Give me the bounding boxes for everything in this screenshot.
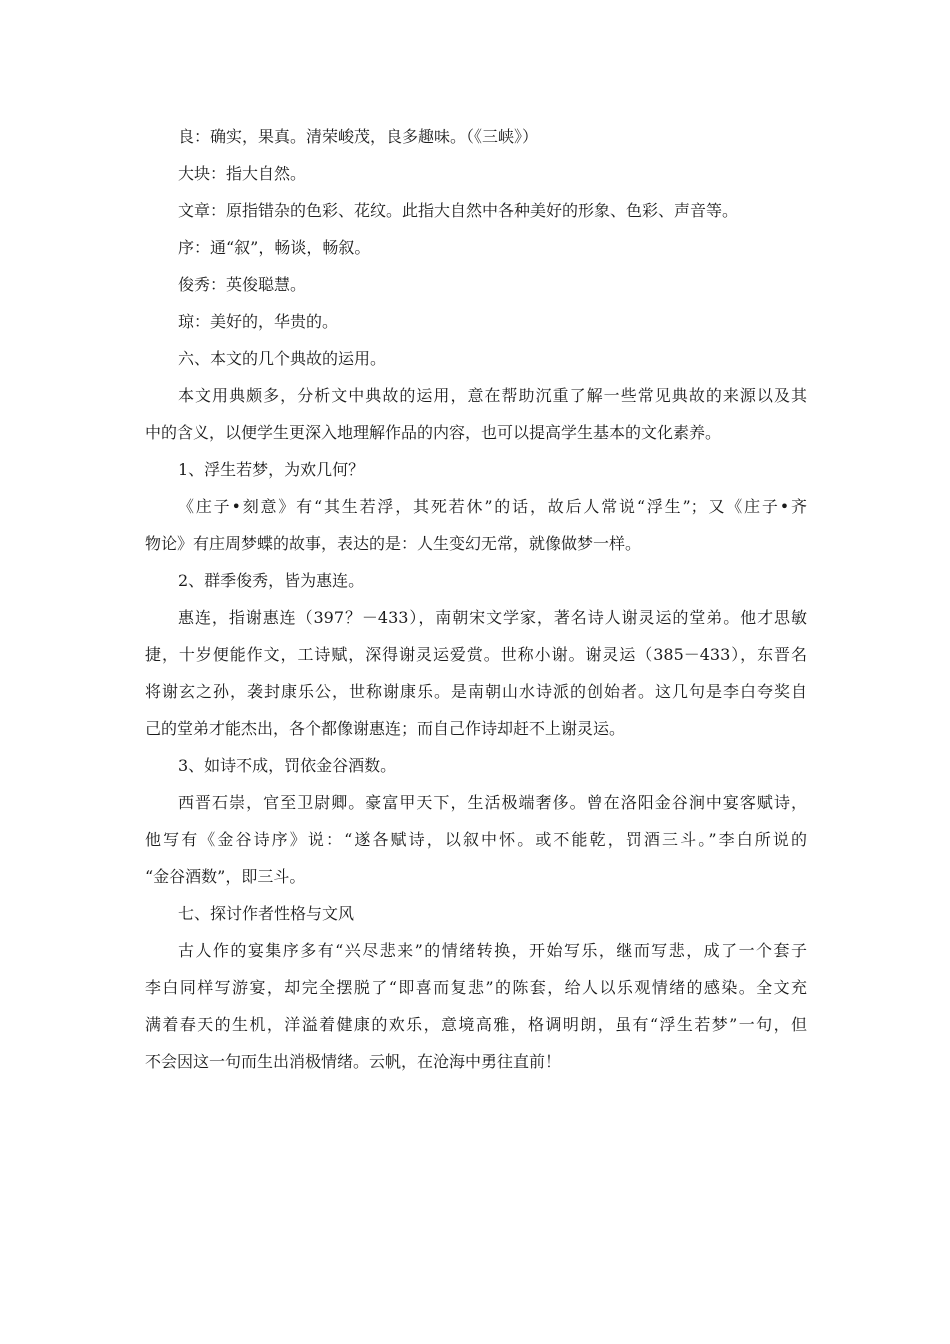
paragraph-line: 捷，十岁便能作文，工诗赋，深得谢灵运爱赏。世称小谢。谢灵运（385－433），东晋名	[145, 645, 807, 664]
subheading-allusion-3: 3、如诗不成，罚依金谷酒数。	[178, 756, 397, 775]
paragraph-line: 古人作的宴集序多有“兴尽悲来”的情绪转换，开始写乐，继而写悲，成了一个套子	[178, 941, 807, 960]
paragraph-line: 李白同样写游宴，却完全摆脱了“即喜而复悲”的陈套，给人以乐观情绪的感染。全文充	[145, 978, 807, 997]
paragraph-line: 物论》有庄周梦蝶的故事，表达的是：人生变幻无常，就像做梦一样。	[145, 534, 642, 553]
paragraph-line: 满着春天的生机，洋溢着健康的欢乐，意境高雅，格调明朗，虽有“浮生若梦”一句，但	[145, 1015, 807, 1034]
text-line-definition-junxiu: 俊秀：英俊聪慧。	[178, 275, 307, 294]
document-body	[145, 118, 807, 1080]
paragraph-line: 将谢玄之孙，袭封康乐公，世称谢康乐。是南朝山水诗派的创始者。这几句是李白夸奖自	[145, 682, 807, 701]
text-line-definition-wenzhang: 文章：原指错杂的色彩、花纹。此指大自然中各种美好的形象、色彩、声音等。	[178, 201, 739, 220]
paragraph-line: 不会因这一句而生出消极情绪。云帆，在沧海中勇往直前！	[145, 1052, 562, 1071]
text-line-definition-liang: 良：确实，果真。清荣峻茂，良多趣味。（《三峡》）	[178, 127, 539, 146]
subheading-allusion-1: 1、浮生若梦，为欢几何？	[178, 460, 365, 479]
section-heading-six: 六、本文的几个典故的运用。	[178, 349, 387, 368]
paragraph-line: “金谷酒数”，即三斗。	[145, 867, 306, 886]
text-line-definition-qiong: 琼：美好的，华贵的。	[178, 312, 339, 331]
paragraph-line: 己的堂弟才能杰出，各个都像谢惠连；而自己作诗却赶不上谢灵运。	[145, 719, 626, 738]
text-line-definition-dakuai: 大块：指大自然。	[178, 164, 307, 183]
text-line-definition-xu: 序：通“叙”，畅谈，畅叙。	[178, 238, 371, 257]
section-heading-seven: 七、探讨作者性格与文风	[178, 904, 355, 923]
paragraph-line: 西晋石崇，官至卫尉卿。豪富甲天下，生活极端奢侈。曾在洛阳金谷涧中宴客赋诗，	[178, 793, 807, 812]
paragraph-line: 中的含义，以便学生更深入地理解作品的内容，也可以提高学生基本的文化素养。	[145, 423, 722, 442]
paragraph-line: 惠连，指谢惠连（397？－433），南朝宋文学家，著名诗人谢灵运的堂弟。他才思敏	[178, 608, 807, 627]
paragraph-line: 他写有《金谷诗序》说：“遂各赋诗，以叙中怀。或不能乾，罚酒三斗。”李白所说的	[145, 830, 807, 849]
paragraph-line: 《庄子•刻意》有“其生若浮，其死若休”的话，故后人常说“浮生”；又《庄子•齐	[178, 497, 807, 516]
subheading-allusion-2: 2、群季俊秀，皆为惠连。	[178, 571, 365, 590]
paragraph-line: 本文用典颇多，分析文中典故的运用，意在帮助沉重了解一些常见典故的来源以及其	[178, 386, 807, 405]
